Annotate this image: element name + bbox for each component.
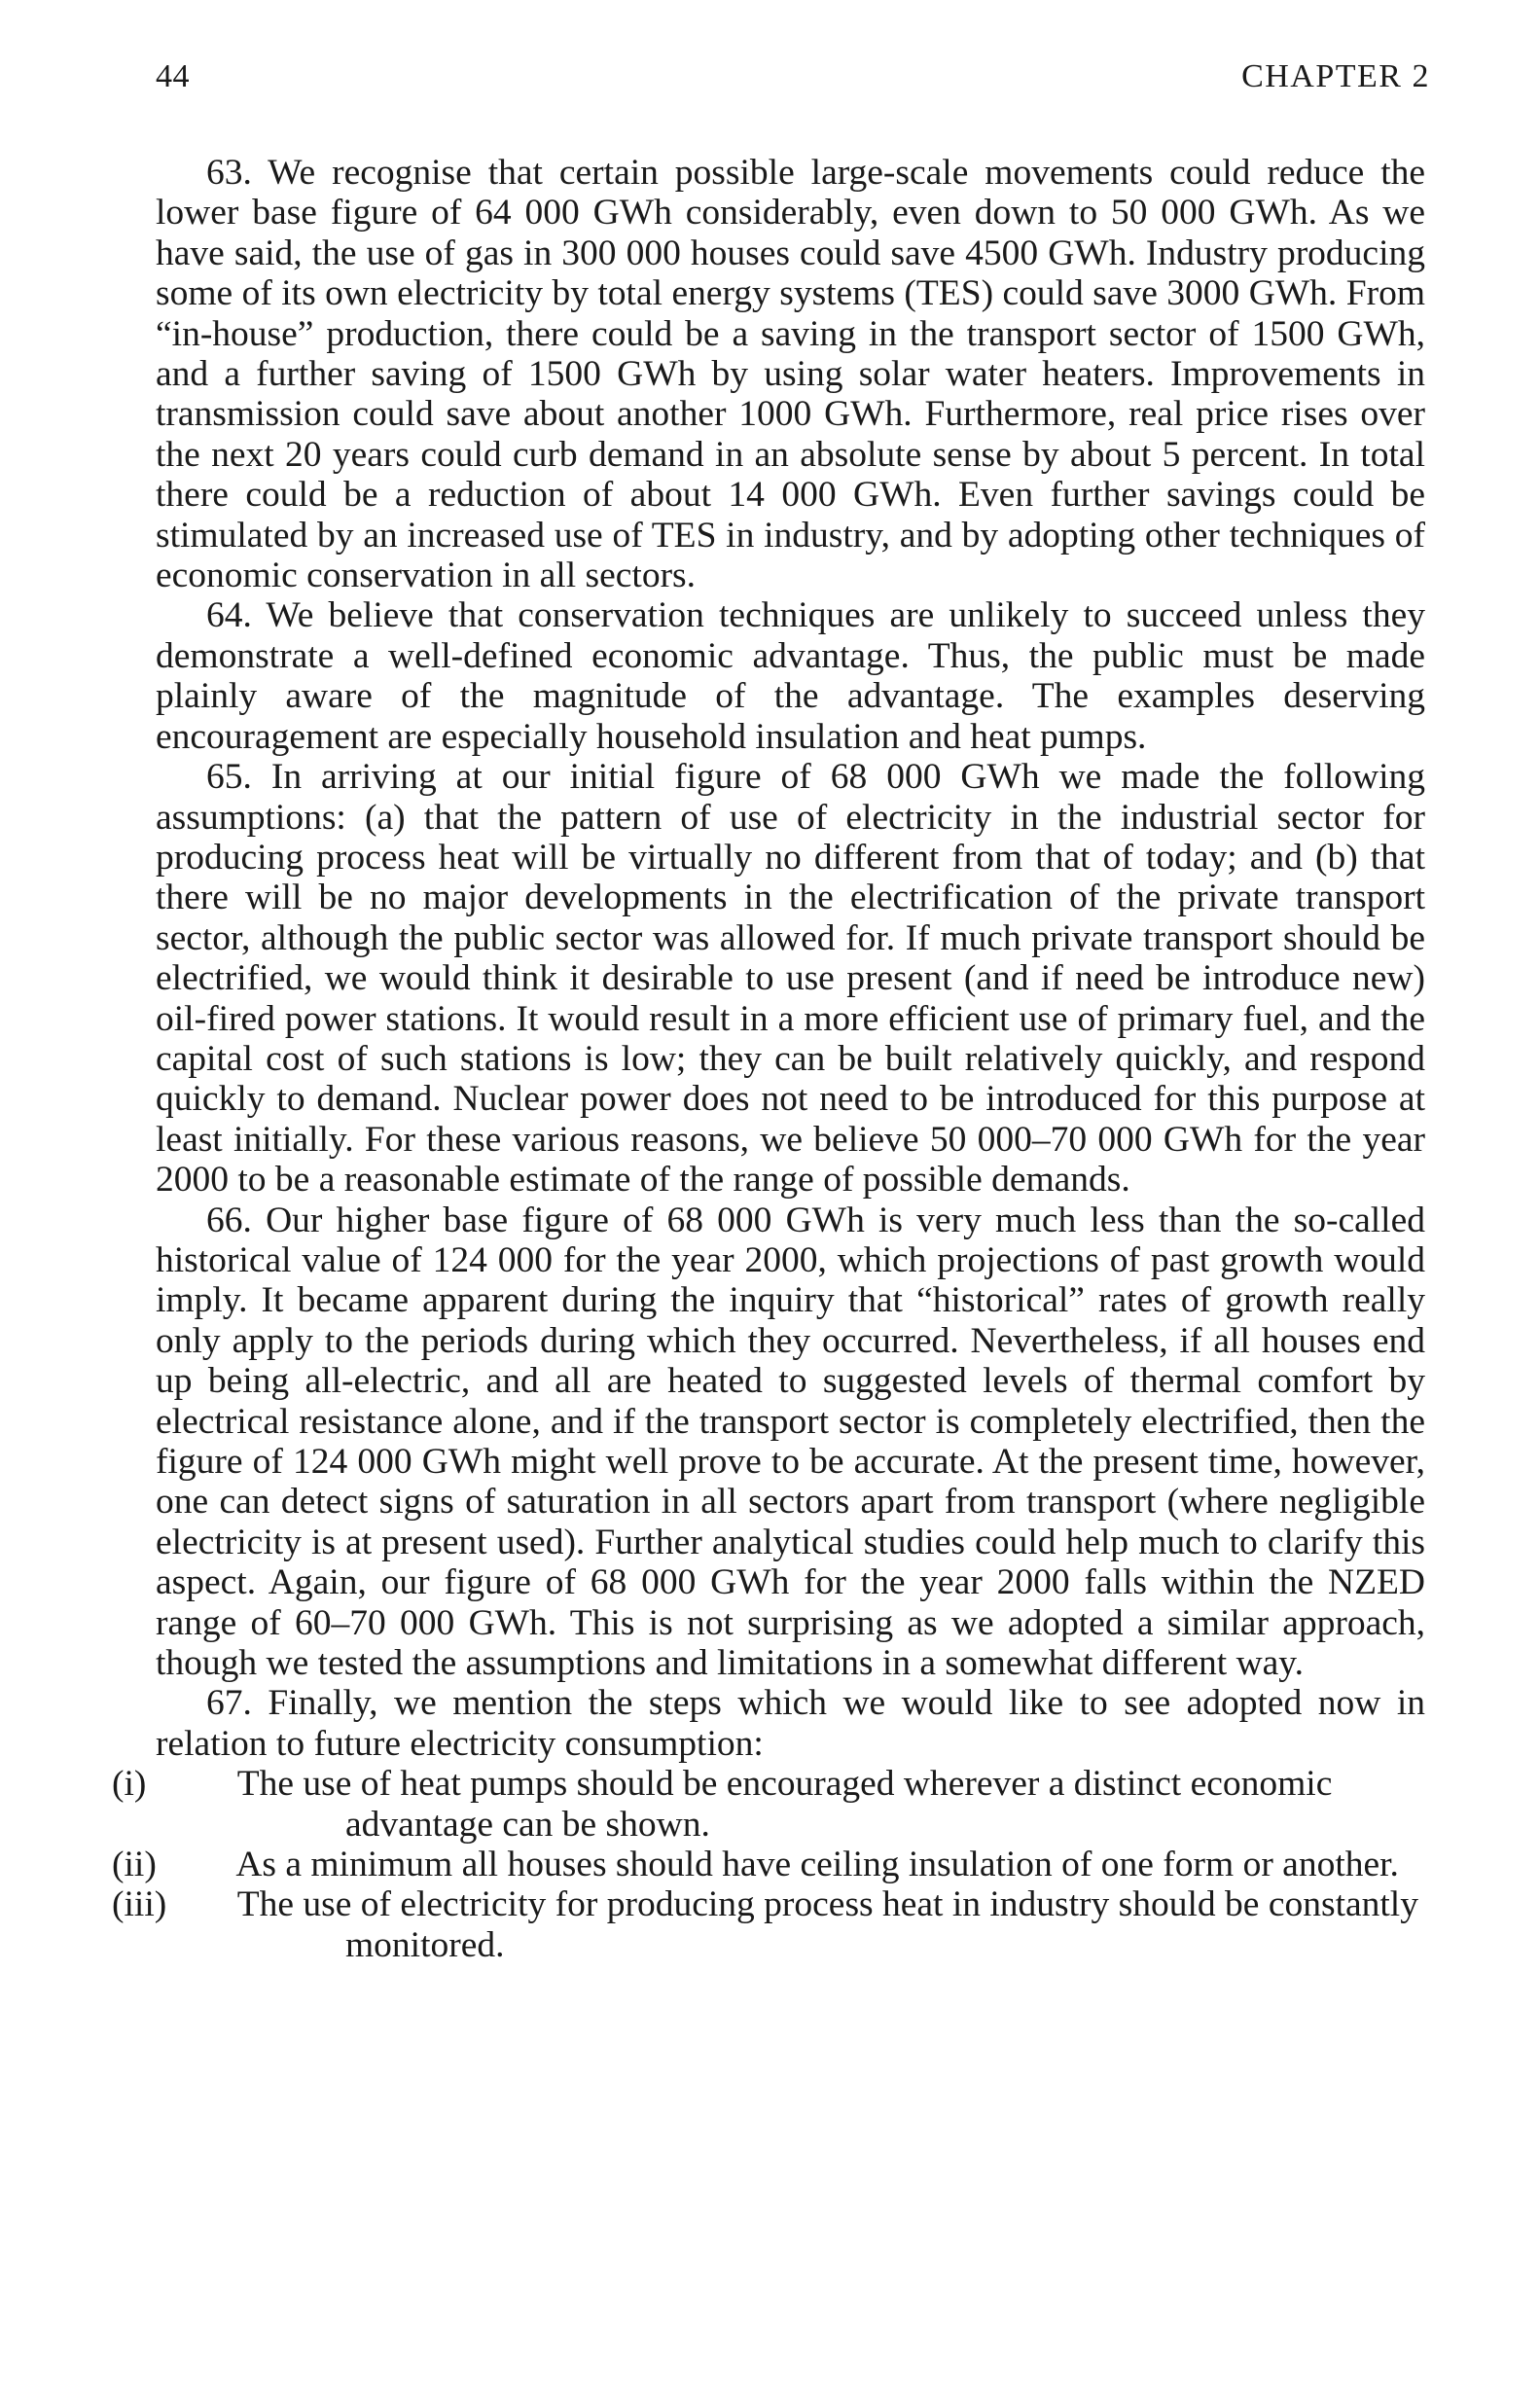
list-item-text: As a minimum all houses should have ceiling insulation of one form or another. [235, 1845, 1399, 1885]
paragraph-64 [156, 595, 1425, 757]
paragraph-63 [156, 153, 1425, 595]
paragraph-67 [156, 1683, 1425, 1764]
paragraph-text: Our higher base figure of 68 000 GWh is very much less than the so-called historical value of 124 000 for the year 2000, which projections of past growth would imply. It became apparent during the inquiry that “historical” rates of growth really only apply to the periods during which they occurred. Nevertheless, if all houses end up being all-electric, and all are heated to suggested levels of thermal comfort by electrical resistance alone, and if the transport sector is completely electrified, then the figure of 124 000 GWh might well prove to be accurate. At the present time, however, one can detect signs of saturation in all sectors apart from transport (where negligible electricity is at present used). Further analytical studies could help much to clarify this aspect. Again, our figure of 68 000 GWh for the year 2000 falls within the NZED range of 60–70 000 GWh. This is not surprising as we adopted a similar approach, though we tested the assumptions and limitations in a somewhat different way. [156, 1200, 1425, 1684]
paragraph-65 [156, 757, 1425, 1200]
page-header [156, 58, 1430, 107]
paragraph-text: Finally, we mention the steps which we would like to see adopted now in relation to future electricity consumption: [156, 1683, 1426, 1764]
paragraph-text: In arriving at our initial figure of 68 000 GWh we made the following assumptions: (a) that the pattern of use of electricity in the industrial sector for producing process heat will be virtually no different from that of today; and (b) that there will be no major developments in the electrification of the private transport sector, although the public sector was allowed for. If much private transport should be electrified, we would think it desirable to use present (and if need be introduce new) oil-fired power stations. It would result in a more efficient use of primary fuel, and the capital cost of such stations is low; they can be built relatively quickly, and respond quickly to demand. Nuclear power does not need to be introduced for this purpose at least initially. For these various reasons, we believe 50 000–70 000 GWh for the year 2000 to be a reasonable estimate of the range of possible demands. [156, 757, 1425, 1201]
paragraph-number: 66. [206, 1200, 252, 1240]
list-item: (iii) The use of electricity for producing process heat in industry should be constantly monitored. [112, 1884, 1418, 1965]
paragraph-number: 67. [206, 1683, 252, 1724]
paragraph-number: 64. [206, 595, 252, 636]
paragraph-number: 63. [206, 153, 252, 193]
page-number: 44 [156, 58, 190, 94]
paragraph-66 [156, 1201, 1425, 1684]
paragraph-text: We believe that conservation techniques are unlikely to succeed unless they demonstrate a well-defined economic advantage. Thus, the public must be made plainly aware of the magnitude of the advantage. The examples deserving encouragement are especially household insulation and heat pumps. [156, 595, 1425, 757]
paragraph-text: We recognise that certain possible large-scale movements could reduce the lower base figure of 64 000 GWh considerably, even down to 50 000 GWh. As we have said, the use of gas in 300 000 houses could save 4500 GWh. Industry producing some of its own electricity by total energy systems (TES) could save 3000 GWh. From “in-house” production, there could be a saving in the transport sector of 1500 GWh, and a further saving of 1500 GWh by using solar water heaters. Improvements in transmission could save about another 1000 GWh. Furthermore, real price rises over the next 20 years could curb demand in an absolute sense by about 5 percent. In total there could be a reduction of about 14 000 GWh. Even further savings could be stimulated by an increased use of TES in industry, and by adopting other techniques of economic conservation in all sectors. [156, 153, 1426, 596]
body-text [112, 153, 1426, 1965]
list-item: (i) The use of heat pumps should be encouraged wherever a distinct economic advantage can be shown. [112, 1764, 1333, 1845]
paragraph-number: 65. [206, 757, 252, 798]
list-item-text: The use of electricity for producing process heat in industry should be constantly monitored. [236, 1884, 1418, 1965]
list-item: (ii) As a minimum all houses should have ceiling insulation of one form or another. [112, 1845, 1399, 1885]
running-head: CHAPTER 2 [1241, 58, 1430, 94]
list-item-text: The use of heat pumps should be encouraged wherever a distinct economic advantage can be shown. [236, 1764, 1333, 1845]
recommendation-list [112, 1764, 1425, 1965]
